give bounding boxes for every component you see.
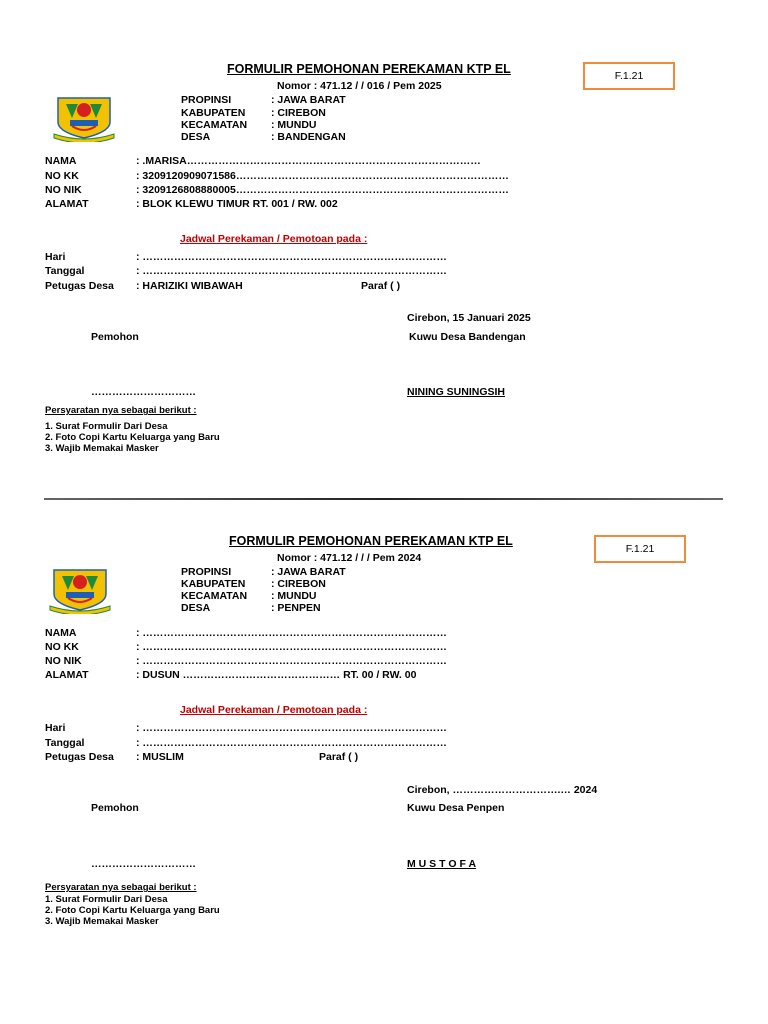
schedule-heading: Jadwal Perekaman / Pemotoan pada : bbox=[180, 233, 368, 245]
requirement-item: 2. Foto Copi Kartu Keluarga yang Baru bbox=[45, 432, 220, 443]
field-value-alamat: : DUSUN ……………………………………… RT. 00 / RW. 00 bbox=[136, 669, 417, 681]
requirements-heading: Persyaratan nya sebagai berikut : bbox=[45, 405, 197, 416]
form-1 bbox=[0, 0, 768, 500]
header-value-desa: : BANDENGAN bbox=[271, 131, 346, 143]
header-value-kecamatan: : MUNDU bbox=[271, 590, 317, 602]
field-label-no-nik: NO NIK bbox=[45, 184, 82, 196]
requirement-item: 1. Surat Formulir Dari Desa bbox=[45, 421, 168, 432]
petugas-value: : MUSLIM bbox=[136, 751, 184, 763]
header-label-propinsi: PROPINSI bbox=[181, 566, 232, 578]
form-code: F.1.21 bbox=[614, 70, 644, 82]
form-code: F.1.21 bbox=[625, 543, 655, 555]
header-value-kecamatan: : MUNDU bbox=[271, 119, 317, 131]
schedule-heading: Jadwal Perekaman / Pemotoan pada : bbox=[180, 704, 368, 716]
header-value-propinsi: : JAWA BARAT bbox=[271, 94, 346, 106]
petugas-value: : HARIZIKI WIBAWAH bbox=[136, 280, 243, 292]
field-value-no-kk: : …………………………………………………………………………… bbox=[136, 641, 447, 653]
header-value-desa: : PENPEN bbox=[271, 602, 321, 614]
schedule-label-hari: Hari bbox=[45, 722, 66, 734]
petugas-label: Petugas Desa bbox=[45, 280, 114, 292]
header-value-propinsi: : JAWA BARAT bbox=[271, 566, 346, 578]
schedule-label-tanggal: Tanggal bbox=[45, 737, 85, 749]
official-name: M U S T O F A bbox=[407, 858, 477, 870]
field-label-no-kk: NO KK bbox=[45, 170, 79, 182]
paraf-field: Paraf ( ) bbox=[361, 280, 401, 292]
schedule-value-hari: : …………………………………………………………………………… bbox=[136, 251, 447, 263]
requirements-heading: Persyaratan nya sebagai berikut : bbox=[45, 882, 197, 893]
schedule-value-tanggal: : …………………………………………………………………………… bbox=[136, 265, 447, 277]
requirement-item: 3. Wajib Memakai Masker bbox=[45, 916, 159, 927]
header-label-kabupaten: KABUPATEN bbox=[181, 107, 246, 119]
form-number: Nomor : 471.12 / / 016 / Pem 2025 bbox=[277, 80, 442, 92]
applicant-signature-line: ………………………… bbox=[91, 386, 196, 398]
header-label-kabupaten: KABUPATEN bbox=[181, 578, 246, 590]
header-label-kecamatan: KECAMATAN bbox=[181, 119, 248, 131]
header-label-propinsi: PROPINSI bbox=[181, 94, 232, 106]
pemohon-label: Pemohon bbox=[91, 331, 139, 343]
field-value-no-kk: : 3209120909071586…………………………………………………………………… bbox=[136, 170, 509, 182]
cirebon-regency-emblem-icon bbox=[48, 566, 112, 614]
schedule-value-tanggal: : …………………………………………………………………………… bbox=[136, 737, 447, 749]
place-date: Cirebon, 15 Januari 2025 bbox=[407, 312, 531, 324]
field-value-alamat: : BLOK KLEWU TIMUR RT. 001 / RW. 002 bbox=[136, 198, 338, 210]
place-date: Cirebon, ………………………….… 2024 bbox=[407, 784, 598, 796]
applicant-signature-line: ………………………… bbox=[91, 858, 196, 870]
form-number: Nomor : 471.12 / / / Pem 2024 bbox=[277, 552, 422, 564]
header-label-kecamatan: KECAMATAN bbox=[181, 590, 248, 602]
field-value-no-nik: : 3209126808880005…………………………………………………………………… bbox=[136, 184, 509, 196]
schedule-label-hari: Hari bbox=[45, 251, 66, 263]
header-value-kabupaten: : CIREBON bbox=[271, 578, 326, 590]
field-label-alamat: ALAMAT bbox=[45, 669, 89, 681]
field-label-no-kk: NO KK bbox=[45, 641, 79, 653]
header-label-desa: DESA bbox=[181, 602, 211, 614]
requirement-item: 2. Foto Copi Kartu Keluarga yang Baru bbox=[45, 905, 220, 916]
field-value-no-nik: : …………………………………………………………………………… bbox=[136, 655, 447, 667]
header-label-desa: DESA bbox=[181, 131, 211, 143]
field-label-nama: NAMA bbox=[45, 627, 77, 639]
form-title: FORMULIR PEMOHONAN PEREKAMAN KTP EL bbox=[227, 62, 511, 76]
form-title: FORMULIR PEMOHONAN PEREKAMAN KTP EL bbox=[229, 534, 513, 548]
kuwu-label: Kuwu Desa Penpen bbox=[407, 802, 505, 814]
pemohon-label: Pemohon bbox=[91, 802, 139, 814]
schedule-value-hari: : …………………………………………………………………………… bbox=[136, 722, 447, 734]
form-code-box bbox=[583, 62, 675, 90]
header-value-kabupaten: : CIREBON bbox=[271, 107, 326, 119]
form-code-box bbox=[594, 535, 686, 563]
field-label-no-nik: NO NIK bbox=[45, 655, 82, 667]
field-value-nama: : .MARISA………………………………………………………………………… bbox=[136, 155, 481, 167]
petugas-label: Petugas Desa bbox=[45, 751, 114, 763]
schedule-label-tanggal: Tanggal bbox=[45, 265, 85, 277]
cirebon-regency-emblem-icon bbox=[52, 94, 116, 142]
kuwu-label: Kuwu Desa Bandengan bbox=[409, 331, 526, 343]
paraf-field: Paraf ( ) bbox=[319, 751, 359, 763]
field-label-alamat: ALAMAT bbox=[45, 198, 89, 210]
requirement-item: 1. Surat Formulir Dari Desa bbox=[45, 894, 168, 905]
official-name: NINING SUNINGSIH bbox=[407, 386, 506, 398]
field-label-nama: NAMA bbox=[45, 155, 77, 167]
requirement-item: 3. Wajib Memakai Masker bbox=[45, 443, 159, 454]
field-value-nama: : …………………………………………………………………………… bbox=[136, 627, 447, 639]
form-2 bbox=[0, 472, 768, 972]
